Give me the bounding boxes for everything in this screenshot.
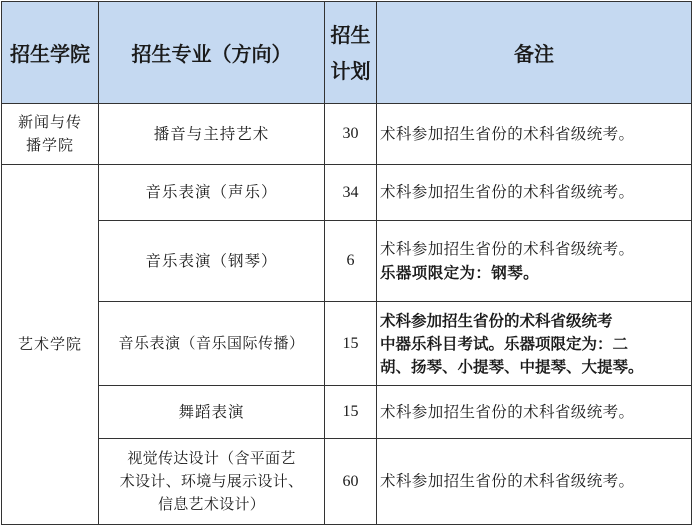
quota-cell: 60 [325, 439, 377, 525]
admissions-table [1, 1, 692, 525]
note-line-bold: 术科参加招生省份的术科省级统考 [380, 311, 613, 330]
major-line: 术设计、环境与展示设计、 [119, 472, 304, 490]
quota-cell: 34 [325, 165, 377, 221]
note-line: 术科参加招生省份的术科省级统考。 [380, 402, 635, 421]
quota-cell: 6 [325, 221, 377, 302]
college-line: 播学院 [25, 136, 74, 154]
header-quota-line1: 招生 [330, 22, 371, 47]
college-cell-journalism [2, 104, 99, 165]
table-row [2, 439, 692, 525]
note-cell [377, 221, 692, 302]
header-college: 招生学院 [2, 2, 99, 104]
college-cell-arts: 艺术学院 [2, 165, 99, 525]
header-major: 招生专业（方向） [99, 2, 325, 104]
table-row [2, 104, 692, 165]
note-line-bold: 乐器项限定为：钢琴。 [380, 263, 540, 282]
major-cell [99, 439, 325, 525]
note-cell [377, 104, 692, 165]
table-row [2, 221, 692, 302]
header-notes: 备注 [377, 2, 692, 104]
note-line-bold: 中器乐科目考试。乐器项限定为：二 [380, 334, 629, 353]
note-cell [377, 386, 692, 439]
table-row [2, 165, 692, 221]
major-cell: 音乐表演（声乐） [99, 165, 325, 221]
note-line: 术科参加招生省份的术科省级统考。 [380, 472, 635, 490]
note-cell [377, 165, 692, 221]
quota-cell: 30 [325, 104, 377, 165]
table-row [2, 302, 692, 386]
note-line-bold: 胡、扬琴、小提琴、中提琴、大提琴。 [380, 357, 644, 376]
major-line: 信息艺术设计） [157, 495, 266, 513]
note-cell [377, 439, 692, 525]
header-quota [325, 2, 377, 104]
note-line: 术科参加招生省份的术科省级统考。 [380, 124, 635, 143]
table-row [2, 386, 692, 439]
note-cell [377, 302, 692, 386]
quota-cell: 15 [325, 302, 377, 386]
major-cell: 舞蹈表演 [99, 386, 325, 439]
major-cell: 播音与主持艺术 [99, 104, 325, 165]
major-cell: 音乐表演（钢琴） [99, 221, 325, 302]
college-line: 新闻与传 [17, 113, 82, 131]
note-line: 术科参加招生省份的术科省级统考。 [380, 240, 635, 258]
quota-cell: 15 [325, 386, 377, 439]
major-line: 视觉传达设计（含平面艺 [127, 449, 296, 467]
header-quota-line2: 计划 [330, 58, 371, 83]
header-row [2, 2, 692, 104]
major-cell: 音乐表演（音乐国际传播） [99, 302, 325, 386]
note-line: 术科参加招生省份的术科省级统考。 [380, 183, 635, 201]
